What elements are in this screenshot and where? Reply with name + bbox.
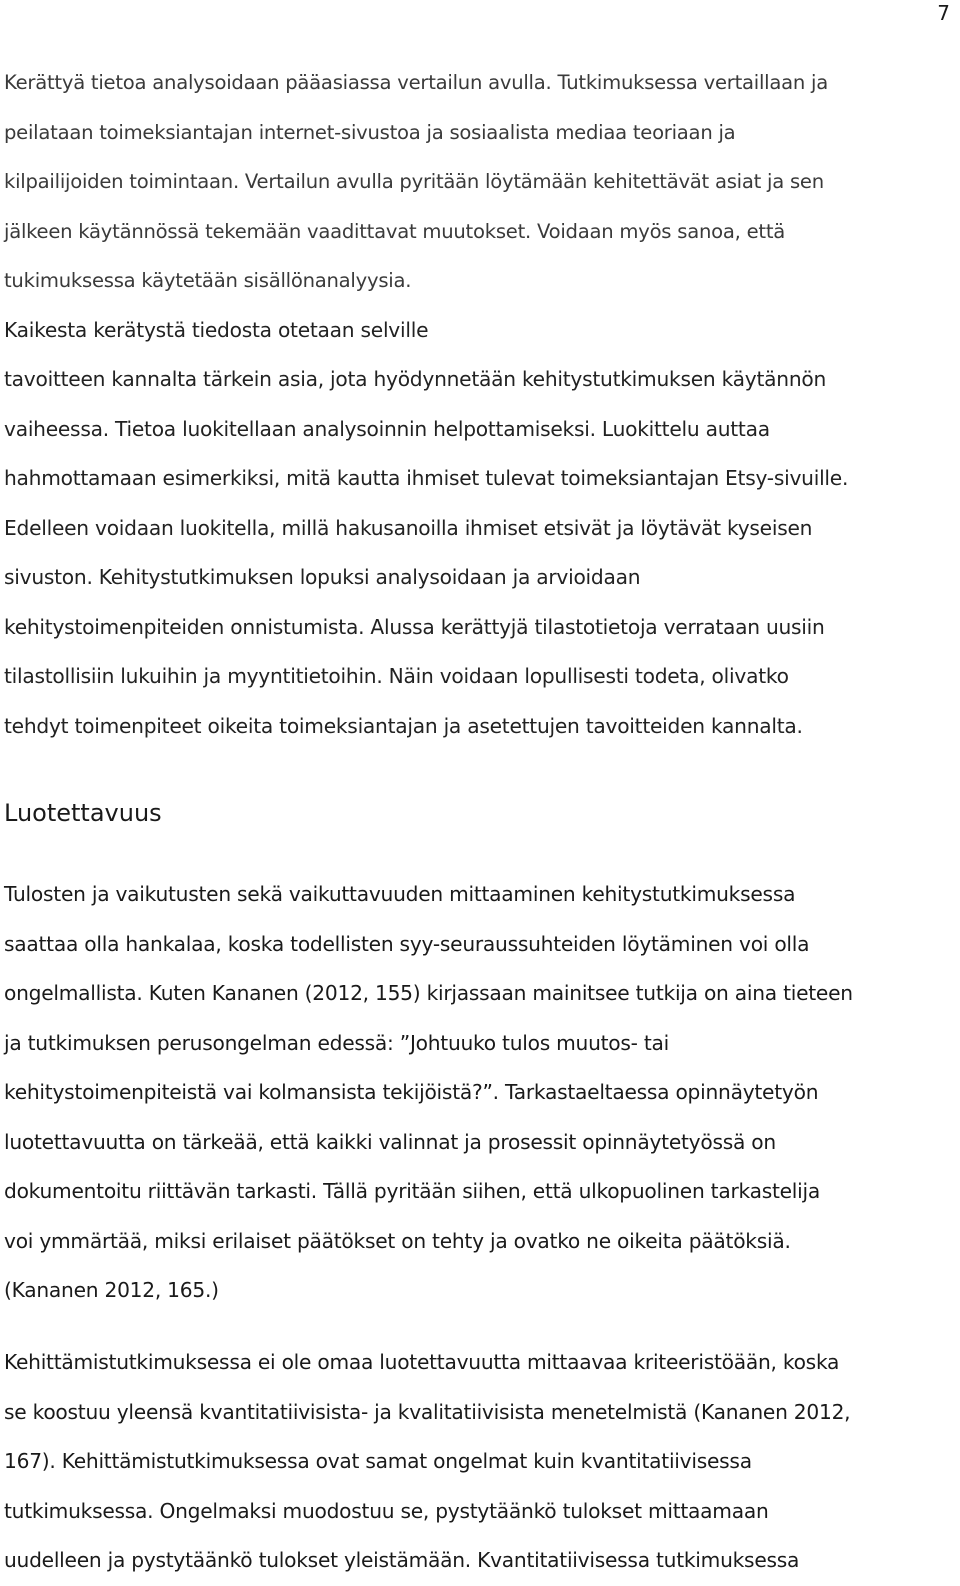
paragraph-reliability-1: Tulosten ja vaikutusten sekä vaikuttavuuden mittaaminen kehitystutkimuksessa saattaa olla hankalaa, koska todellisten syy-seuraussuhteiden löytäminen voi olla ongelmallista. Kuten Kananen (2012, 155) kirjassaan mainitsee tutkija on aina tieteen ja tutkimuksen perusongelman edessä: ”Johtuuko tulos muutos- tai kehitystoimenpiteistä vai kolmansista tekijöistä?”. Tarkastaeltaessa opinnäytetyön luotettavuutta on tärkeää, että kaikki valinnat ja prosessit opinnäytetyössä on dokumentoitu riittävän tarkasti. Tällä pyritään siihen, että ulkopuolinen tarkastelija voi ymmärtää, miksi erilaiset päätökset on tehty ja ovatko ne oikeita päätöksiä. (Kananen 2012, 165.) [4,882,853,1302]
reliability-paragraph-2-block [4,1338,944,1586]
paragraph-reliability-2: Kehittämistutkimuksessa ei ole omaa luotettavuutta mittaavaa kriteeristöään, koska se koostuu yleensä kvantitatiivisista- ja kvalitatiivisista menetelmistä (Kananen 2012, 167). Kehittämistutkimuksessa ovat samat ongelmat kuin kvantitatiivisessa tutkimuksessa. Ongelmaksi muodostuu se, pystytäänkö tulokset mittaamaan uudelleen ja pystytäänkö tulokset yleistämään. Kvantitatiivisessa tutkimuksessa [4,1350,851,1572]
page-number: 7 [937,1,950,25]
section-heading-luotettavuus: Luotettavuus [4,799,162,827]
paragraph-intro: Kerättyä tietoa analysoidaan pääasiassa vertailun avulla. Tutkimuksessa vertaillaan ja peilataan toimeksiantajan internet-sivustoa ja sosiaalista mediaa teoriaan ja kilpailijoiden toimintaan. Vertailun avulla pyritään löytämään kehitettävät asiat ja sen jälkeen käytännössä tekemään vaadittavat muutokset. Voidaan myös sanoa, että tukimuksessa käytetään sisällönanalyysia. [4,71,828,292]
paragraph-intro-continued: Kaikesta kerätystä tiedosta otetaan selville tavoitteen kannalta tärkein asia, jota hyödynnetään kehitystutkimuksen käytännön vaiheessa. Tietoa luokitellaan analysoinnin helpottamiseksi. Luokittelu auttaa hahmottamaan esimerkiksi, mitä kautta ihmiset tulevat toimeksiantajan Etsy-sivuille. Edelleen voidaan luokitella, millä hakusanoilla ihmiset etsivät ja löytävät kyseisen sivuston. Kehitystutkimuksen lopuksi analysoidaan ja arvioidaan kehitystoimenpiteiden onnistumista. Alussa kerättyjä tilastotietoja verrataan uusiin tilastollisiin lukuihin ja myyntitietoihin. Näin voidaan lopullisesti todeta, olivatko tehdyt toimenpiteet oikeita toimeksiantajan ja asetettujen tavoitteiden kannalta. [4,317,849,738]
document-body [4,58,944,1572]
reliability-paragraph-1-block [4,870,944,1316]
intro-block [4,58,944,751]
